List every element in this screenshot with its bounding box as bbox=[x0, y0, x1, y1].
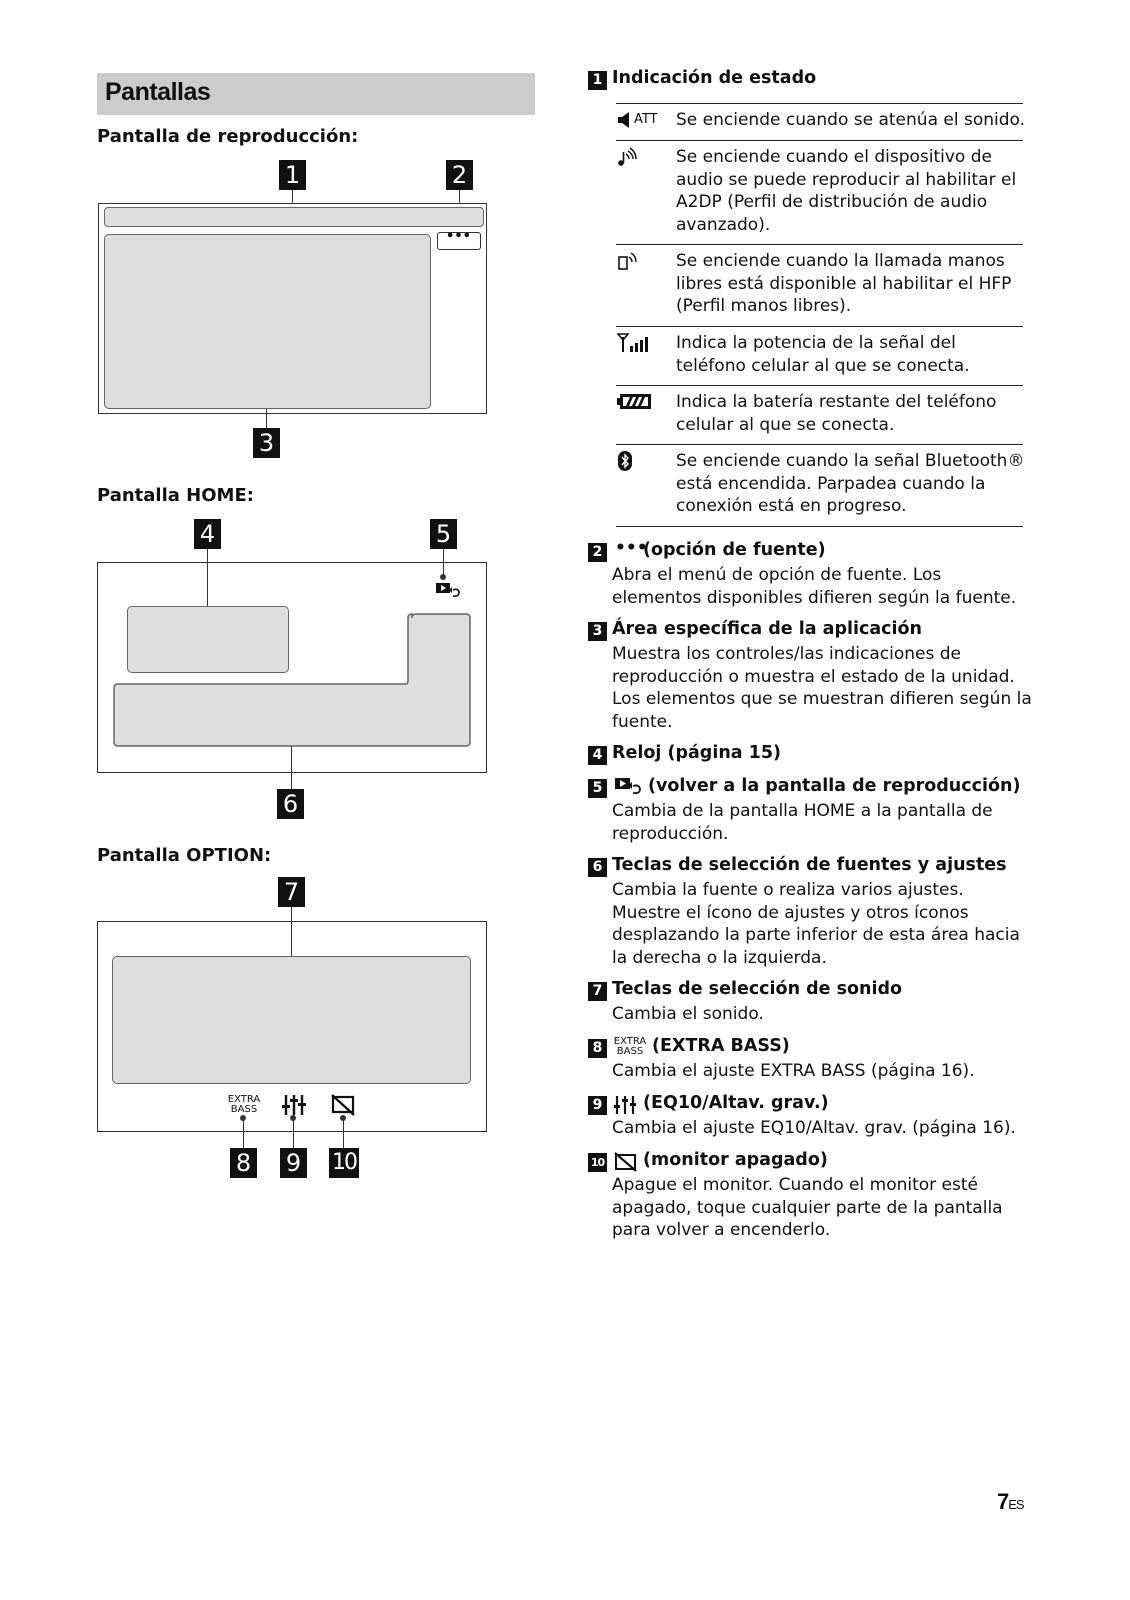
callout-4-line bbox=[207, 549, 208, 606]
callout-6: 6 bbox=[277, 789, 304, 819]
callout-5: 5 bbox=[430, 519, 457, 549]
page-number-value: 7 bbox=[997, 1489, 1009, 1514]
item-8-desc: Cambia el ajuste EXTRA BASS (página 16). bbox=[612, 1061, 975, 1081]
bluetooth-icon bbox=[617, 451, 633, 471]
item-8-badge: 8 bbox=[588, 1039, 607, 1058]
callout-10-line bbox=[343, 1118, 344, 1149]
audio-stream-icon bbox=[617, 147, 637, 167]
callout-7: 7 bbox=[278, 877, 305, 907]
page-number bbox=[997, 1489, 1024, 1515]
item-9-badge: 9 bbox=[588, 1096, 607, 1115]
item-9-title: (EQ10/Altav. grav.) bbox=[643, 1093, 829, 1113]
table-rule bbox=[616, 140, 1023, 141]
table-rule bbox=[616, 526, 1023, 527]
speaker-att-icon bbox=[617, 111, 631, 129]
extra-bass-icon-bottom: BASS bbox=[230, 1104, 258, 1115]
table-rule bbox=[616, 385, 1023, 386]
eq10-icon[interactable] bbox=[282, 1094, 306, 1116]
callout-9: 9 bbox=[280, 1148, 307, 1178]
item-10-desc: Apague el monitor. Cuando el monitor esté apagado, toque cualquier parte de la pantalla para volver a encenderlo. bbox=[612, 1175, 1003, 1241]
table-rule bbox=[616, 326, 1023, 327]
item-5-badge: 5 bbox=[588, 779, 607, 798]
signal-strength-icon bbox=[617, 333, 651, 353]
extra-bass-icon bbox=[612, 1037, 648, 1057]
item-6-title: Teclas de selección de fuentes y ajustes bbox=[612, 855, 1007, 875]
table-rule bbox=[616, 444, 1023, 445]
item-6-desc: Cambia la fuente o realiza varios ajustes. Muestre el ícono de ajustes y otros íconos desplazando la parte inferior de esta área hacia la derecha o la izquierda. bbox=[612, 880, 1020, 968]
item-9-desc: Cambia el ajuste EQ10/Altav. grav. (página 16). bbox=[612, 1118, 1016, 1138]
status-title: Indicación de estado bbox=[612, 68, 817, 88]
source-option-icon: ••• bbox=[446, 229, 471, 244]
option-screen-label: Pantalla OPTION: bbox=[97, 845, 272, 866]
table-rule bbox=[616, 244, 1023, 245]
callout-8-line bbox=[243, 1118, 244, 1149]
source-settings-keys-area[interactable] bbox=[112, 612, 472, 749]
item-5-title: (volver a la pantalla de reproducción) bbox=[648, 776, 1021, 796]
item-8-title: (EXTRA BASS) bbox=[652, 1036, 790, 1056]
item-2-desc: Abra el menú de opción de fuente. Los elementos disponibles difieren según la fuente. bbox=[612, 565, 1017, 608]
extra-bass-icon-top: EXTRA bbox=[613, 1036, 647, 1047]
sound-selection-keys-area[interactable] bbox=[112, 956, 471, 1084]
item-6-badge: 6 bbox=[588, 858, 607, 877]
item-5-desc: Cambia de la pantalla HOME a la pantalla de reproducción. bbox=[612, 801, 993, 844]
status-row-1-text: Se enciende cuando se atenúa el sonido. bbox=[676, 110, 1026, 130]
extra-bass-icon[interactable] bbox=[226, 1095, 262, 1115]
item-7-badge: 7 bbox=[588, 982, 607, 1001]
item-1-badge: 1 bbox=[588, 71, 607, 90]
callout-10: 10 bbox=[329, 1148, 359, 1178]
table-rule bbox=[616, 103, 1023, 104]
item-3-desc: Muestra los controles/las indicaciones de reproducción o muestra el estado de la unidad. Los elementos que se muestran difieren según la fuente. bbox=[612, 644, 1032, 732]
playback-screen-label: Pantalla de reproducción: bbox=[97, 126, 359, 147]
callout-3-line bbox=[266, 409, 267, 429]
monitor-off-icon[interactable] bbox=[331, 1094, 355, 1116]
callout-1-line bbox=[292, 190, 293, 204]
callout-3: 3 bbox=[253, 428, 280, 458]
item-7-desc: Cambia el sonido. bbox=[612, 1004, 764, 1024]
monitor-off-icon bbox=[614, 1152, 638, 1172]
callout-1: 1 bbox=[279, 160, 306, 190]
callout-9-line bbox=[293, 1118, 294, 1149]
source-option-button[interactable] bbox=[437, 229, 481, 250]
battery-icon bbox=[617, 393, 653, 411]
att-label: ATT bbox=[634, 112, 658, 127]
page-language: ES bbox=[1008, 1497, 1024, 1512]
status-bar-area bbox=[104, 207, 484, 227]
status-row-3-text: Se enciende cuando la llamada manos libres está disponible al habilitar el HFP (Perfil manos libres). bbox=[676, 251, 1012, 317]
callout-5-line bbox=[443, 549, 444, 577]
source-option-icon: ••• bbox=[615, 538, 648, 558]
section-title: Pantallas bbox=[105, 78, 211, 106]
callout-4: 4 bbox=[194, 519, 221, 549]
item-4-title: Reloj (página 15) bbox=[612, 743, 782, 763]
status-row-6-text: Se enciende cuando la señal Bluetooth® está encendida. Parpadea cuando la conexión está en progreso. bbox=[676, 451, 1025, 517]
status-row-4-text: Indica la potencia de la señal del teléfono celular al que se conecta. bbox=[676, 333, 970, 376]
return-playback-icon bbox=[614, 777, 644, 795]
item-10-title: (monitor apagado) bbox=[643, 1150, 828, 1170]
handsfree-icon bbox=[617, 251, 637, 271]
item-4-badge: 4 bbox=[588, 746, 607, 765]
item-3-title: Área específica de la aplicación bbox=[612, 619, 923, 639]
item-2-title: (opción de fuente) bbox=[643, 540, 826, 560]
status-row-2-text: Se enciende cuando el dispositivo de audio se puede reproducir al habilitar el A2DP (Perfil de distribución de audio avanzado). bbox=[676, 147, 1017, 235]
callout-8: 8 bbox=[230, 1148, 257, 1178]
extra-bass-icon-top: EXTRA bbox=[227, 1094, 261, 1105]
application-area bbox=[104, 234, 431, 409]
callout-2: 2 bbox=[446, 160, 473, 190]
item-3-badge: 3 bbox=[588, 622, 607, 641]
return-playback-icon bbox=[435, 582, 463, 598]
item-10-badge: 10 bbox=[588, 1153, 607, 1172]
home-screen-label: Pantalla HOME: bbox=[97, 485, 254, 506]
callout-7-line bbox=[291, 907, 292, 956]
extra-bass-icon-bottom: BASS bbox=[616, 1046, 644, 1057]
status-row-5-text: Indica la batería restante del teléfono celular al que se conecta. bbox=[676, 392, 997, 435]
item-7-title: Teclas de selección de sonido bbox=[612, 979, 903, 999]
eq10-icon bbox=[614, 1095, 636, 1115]
callout-5-dot bbox=[440, 574, 446, 580]
item-2-badge: 2 bbox=[588, 543, 607, 562]
callout-6-line bbox=[291, 746, 292, 790]
section-header bbox=[97, 73, 535, 115]
